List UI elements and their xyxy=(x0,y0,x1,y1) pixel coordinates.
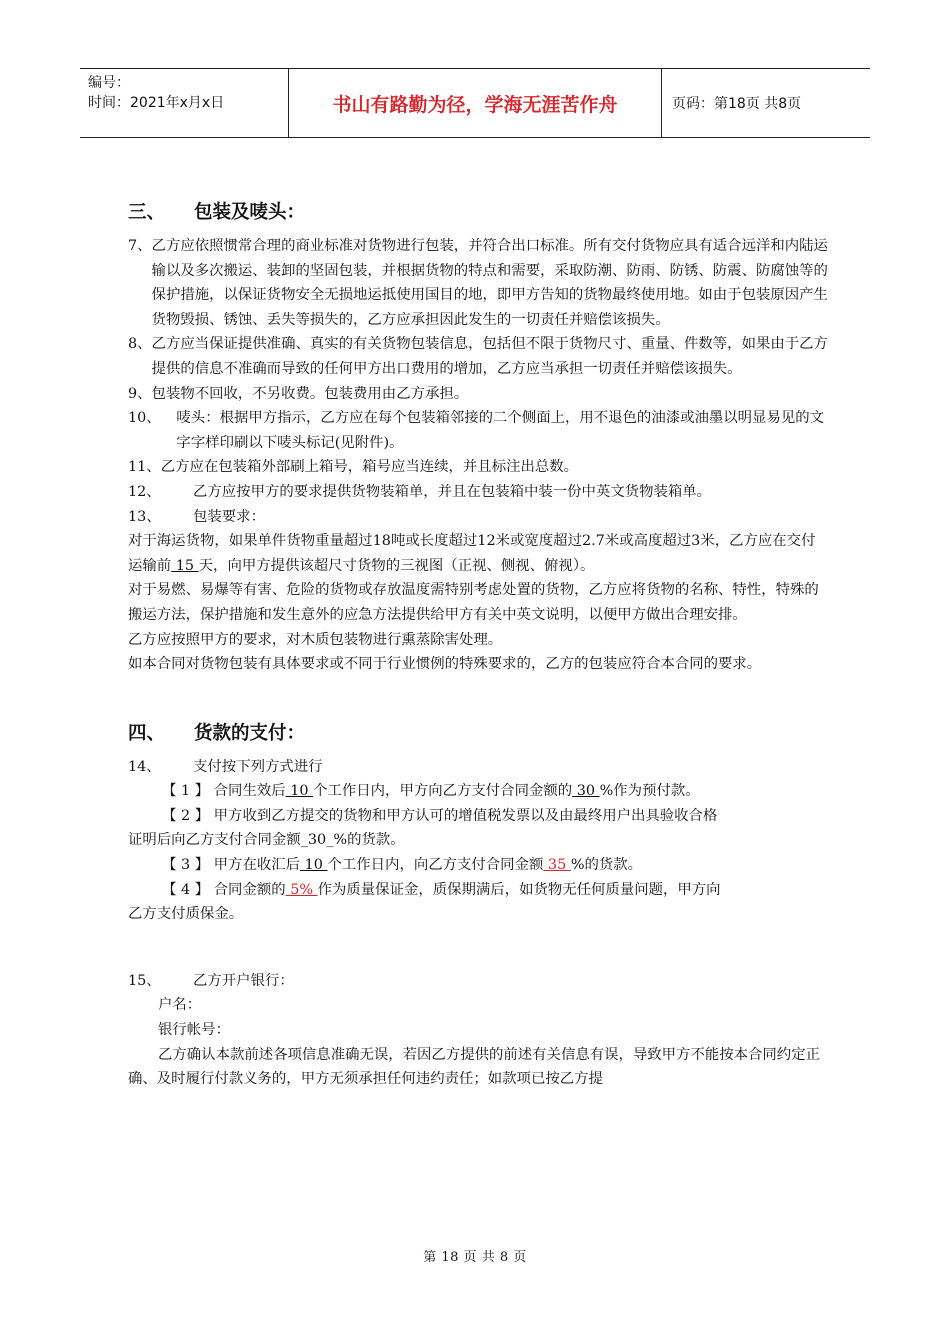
document-body xyxy=(128,198,828,1092)
list-item xyxy=(128,969,828,994)
page-header xyxy=(80,68,870,138)
bracket-number: 【 2 】 xyxy=(162,807,210,824)
bracket-item xyxy=(128,853,828,878)
bracket-text: %的货款。 xyxy=(570,857,643,874)
bracket-text: 甲方收到乙方提交的货物和甲方认可的增值税发票以及由最终用户出具验收合格 xyxy=(209,807,718,824)
bracket-number: 【 3 】 xyxy=(162,857,210,874)
header-page-label: 页码：第18页 共8页 xyxy=(672,96,802,112)
item-number: 14、 xyxy=(128,758,161,775)
list-item xyxy=(128,332,828,381)
bracket-text: %作为预付款。 xyxy=(599,783,700,800)
bracket-number: 【 4 】 xyxy=(162,881,210,898)
item-number: 15、 xyxy=(128,972,161,989)
item-number: 9、 xyxy=(128,385,152,402)
bracket-text: 个工作日内，向乙方支付合同金额 xyxy=(327,857,544,874)
item-text: 唛头：根据甲方指示，乙方应在每个包装箱邻接的二个侧面上，用不退色的油漆或油墨以明显易见的文字字样印刷以下唛头标记(见附件)。 xyxy=(176,410,825,451)
list-item xyxy=(128,480,828,505)
bracket-text: 甲方在收汇后 xyxy=(209,857,301,874)
page-footer: 第 18 页 共 8 页 xyxy=(423,1250,527,1265)
list-item xyxy=(128,234,828,332)
confirmation-paragraph: 乙方确认本款前述各项信息准确无误，若因乙方提供的前述有关信息有误，导致甲方不能按本合同约定正确、及时履行付款义务的，甲方无须承担任何违约责任；如款项已按乙方提 xyxy=(128,1046,820,1088)
underlined-value: 30 xyxy=(572,783,600,800)
spacer xyxy=(128,927,828,969)
list-item xyxy=(128,505,828,530)
bracket-item xyxy=(128,779,828,804)
list-item xyxy=(128,406,828,455)
item-text: 支付按下列方式进行 xyxy=(193,758,323,775)
item-text: 乙方开户银行： xyxy=(193,972,294,989)
item-text: 乙方应在包装箱外部刷上箱号，箱号应当连续，并且标注出总数。 xyxy=(160,459,579,476)
section-title: 包装及唛头： xyxy=(194,202,306,223)
header-meta xyxy=(80,69,289,137)
item-number: 8、 xyxy=(128,336,152,353)
item-text: 乙方应依照惯常合理的商业标准对货物进行包装，并符合出口标准。所有交付货物应具有适合远洋和内陆运输以及多次搬运、装卸的坚固包装，并根据货物的特点和需要，采取防潮、防雨、防锈、防震、防腐蚀等的保护措施，以保证货物安全无损地运抵使用国目的地，即甲方告知的货物最终使用地。如由于包装原因产生货物毁损、锈蚀、丢失等损失的，乙方应承担因此发生的一切责任并赔偿该损失。 xyxy=(151,238,828,328)
paragraph-text: 对于海运货物，如果单件货物重量超过18吨或长度超过12米或宽度超过2.7米或高度超过3米，乙方应在交付运输前 xyxy=(128,533,816,574)
bracket-item xyxy=(128,804,828,829)
account-number-label: 银行帐号： xyxy=(158,1022,230,1039)
header-motto: 书山有路勤为径，学海无涯苦作舟 xyxy=(289,69,662,137)
bracket-text: 合同金额的 xyxy=(209,881,286,898)
underlined-red-value: 5% xyxy=(285,881,318,898)
paragraph: 如本合同对货物包装有具体要求或不同于行业惯例的特殊要求的，乙方的包装应符合本合同的要求。 xyxy=(128,656,762,673)
section-number: 三、 xyxy=(128,202,166,223)
bracket-continuation: 证明后向乙方支付合同金额_30_%的货款。 xyxy=(128,832,405,849)
bracket-item xyxy=(128,878,828,903)
paragraph-text: 天，向甲方提供该超尺寸货物的三视图（正视、侧视、俯视）。 xyxy=(198,557,595,574)
spacer xyxy=(128,677,828,719)
section-heading xyxy=(128,719,828,749)
list-item xyxy=(128,382,828,407)
item-number: 12、 xyxy=(128,483,161,500)
item-number: 13、 xyxy=(128,508,161,525)
underlined-red-value: 35 xyxy=(543,857,571,874)
section-heading xyxy=(128,198,828,228)
list-item xyxy=(128,755,828,780)
item-text: 包装要求： xyxy=(193,508,265,525)
underlined-value: 15 xyxy=(171,557,199,574)
item-number: 10、 xyxy=(128,410,161,427)
bracket-text: 合同生效后 xyxy=(209,783,286,800)
item-number: 7、 xyxy=(128,238,152,254)
underlined-value: 10 xyxy=(300,857,328,874)
underlined-value: 10 xyxy=(285,783,314,800)
bracket-number: 【 1 】 xyxy=(162,783,210,800)
item-text: 包装物不回收，不另收费。包装费用由乙方承担。 xyxy=(151,385,469,402)
paragraph: 对于易燃、易爆等有害、危险的货物或存放温度需特别考虑处置的货物，乙方应将货物的名称、特性，特殊的搬运方法，保护措施和发生意外的应急方法提供给甲方有关中英文说明，以便甲方做出合理安排。 xyxy=(128,582,819,623)
date-label: 时间：2021年x月x日 xyxy=(88,95,225,111)
bracket-text: 个工作日内，甲方向乙方支付合同金额的 xyxy=(313,783,573,800)
account-name-label: 户名： xyxy=(158,997,202,1014)
item-text: 乙方应按甲方的要求提供货物装箱单，并且在包装箱中装一份中英文货物装箱单。 xyxy=(193,483,712,500)
paragraph xyxy=(128,529,828,578)
number-label: 编号： xyxy=(88,75,130,91)
section-title: 货款的支付： xyxy=(194,722,306,744)
item-text: 乙方应当保证提供准确、真实的有关货物包装信息，包括但不限于货物尺寸、重量、件数等，如果由于乙方提供的信息不准确而导致的任何甲方出口费用的增加，乙方应当承担一切责任并赔偿该损失。 xyxy=(151,336,828,377)
section-number: 四、 xyxy=(128,722,166,744)
item-number: 11、 xyxy=(128,459,161,476)
bracket-text: 作为质量保证金，质保期满后，如货物无任何质量问题，甲方向 xyxy=(317,881,721,898)
list-item xyxy=(128,455,828,480)
bracket-continuation: 乙方支付质保金。 xyxy=(128,906,244,923)
paragraph: 乙方应按照甲方的要求，对木质包装物进行熏蒸除害处理。 xyxy=(128,631,503,648)
